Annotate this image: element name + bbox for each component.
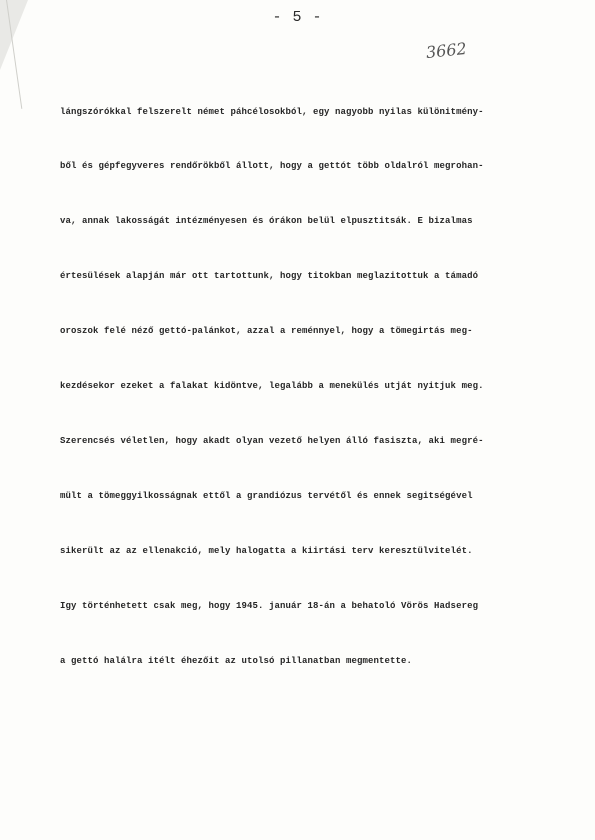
page-number: - 5 -	[272, 9, 323, 26]
text-line: Szerencsés véletlen, hogy akadt olyan vezető helyen álló fasiszta, aki megré-	[60, 435, 484, 446]
text-line: ből és gépfegyveres rendőrökből állott, hogy a gettót több oldalról megrohan-	[60, 161, 484, 172]
text-line: lángszórókkal felszerelt német páhcélosokból, egy nagyobb nyilas különitmény-	[60, 106, 484, 117]
text-line: va, annak lakosságát intézményesen és órákon belül elpusztitsák. E bizalmas	[60, 216, 473, 227]
text-line: a gettó halálra itélt éhezőit az utolsó pillanatban megmentette.	[60, 655, 413, 666]
text-line: kezdésekor ezeket a falakat kidöntve, legalább a menekülés utját nyitjuk meg.	[60, 381, 484, 392]
body-text	[60, 66, 560, 706]
text-line: értesülések alapján már ott tartottunk, hogy titokban meglazitottuk a támadó	[60, 271, 479, 282]
text-line: oroszok felé néző gettó-palánkot, azzal a reménnyel, hogy a tömegirtás meg-	[60, 326, 473, 337]
handwritten-archive-mark: 3662	[425, 38, 468, 63]
text-line: Igy történhetett csak meg, hogy 1945. január 18-án a behatoló Vörös Hadsereg	[60, 600, 479, 611]
text-line: mült a tömeggyilkosságnak ettől a grandiózus tervétől és ennek segitségével	[60, 490, 473, 501]
text-line: sikerült az az ellenakció, mely halogatta a kiirtási terv keresztülvitelét.	[60, 545, 473, 556]
